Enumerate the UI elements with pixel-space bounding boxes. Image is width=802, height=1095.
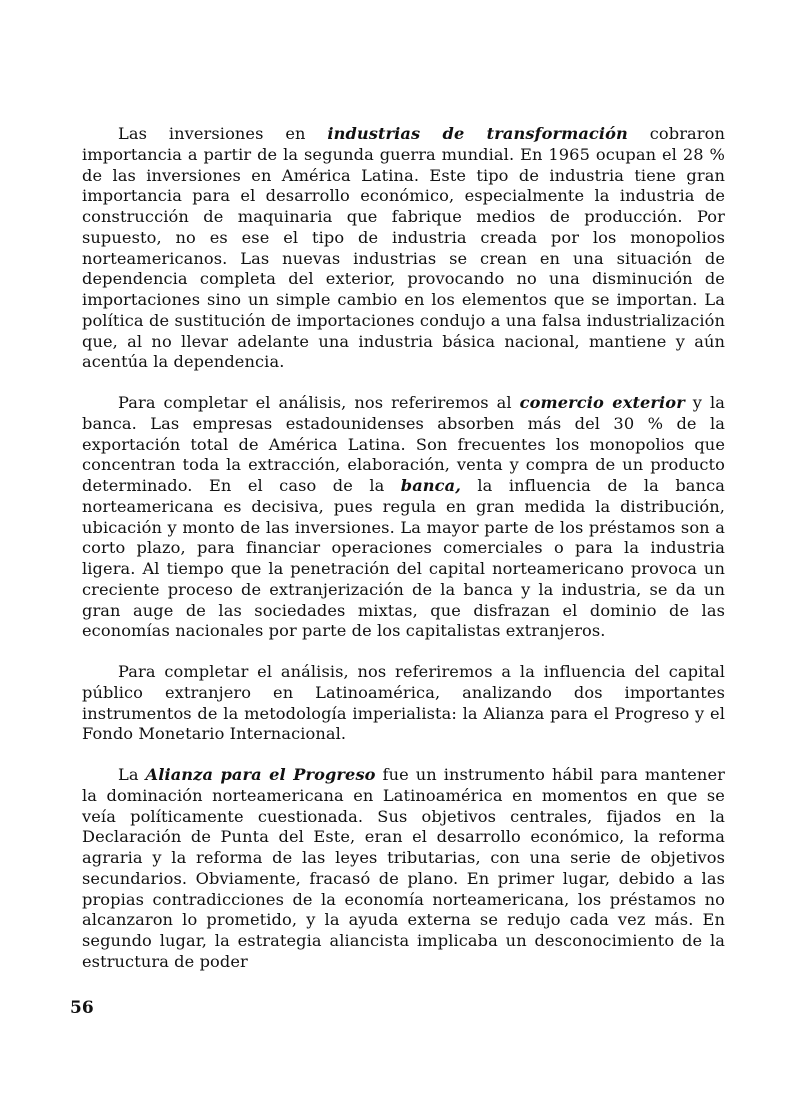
text-segment: y la banca. Las empresas estadounidenses absorben más del 30 % de la exportación total de América Latina. Son frecuentes los monopolios que concentran toda la extracción, elaboración, venta y compra de un producto determinado. En el caso de la xyxy=(82,393,726,495)
text-segment: Las inversiones en xyxy=(118,124,328,143)
body-text xyxy=(82,124,725,973)
paragraph-industrias xyxy=(82,124,725,373)
text-segment: la influencia de la banca norteamericana es decisiva, pues regula en gran medida la distribución, ubicación y monto de las inversiones. La mayor parte de los préstamos son a corto plazo, para financiar operaciones comerciales o para la industria ligera. Al tiempo que la penetración del capital norteamericano provoca un creciente proceso de extranjerización de la banca y la industria, se da un gran auge de las sociedades mixtas, que disfrazan el dominio de las economías nacionales por parte de los capitalistas extranjeros. xyxy=(82,476,725,641)
italic-term: comercio exterior xyxy=(519,393,685,412)
text-segment: cobraron importancia a partir de la segunda guerra mundial. En 1965 ocupan el 28 % de las inversiones en América Latina. Este tipo de industria tiene gran importancia para el desarrollo económico, especialmente la industria de construcción de maquinaria que fabrique medios de producción. Por supuesto, no es ese el tipo de industria creada por los monopolios norteamericanos. Las nuevas industrias se crean en una situación de dependencia completa del exterior, provocando no una disminución de importaciones sino un simple cambio en los elementos que se importan. La política de sustitución de importaciones condujo a una falsa industrialización que, al no llevar adelante una industria básica nacional, mantiene y aún acentúa la dependencia. xyxy=(82,124,725,372)
page-number: 56 xyxy=(70,998,94,1018)
text-segment: Para completar el análisis, nos referiremos al xyxy=(118,393,520,412)
text-segment: La xyxy=(118,765,146,784)
text-segment: fue un instrumento hábil para mantener la dominación norteamericana en Latinoamérica en momentos en que se veía políticamente cuestionada. Sus objetivos centrales, fijados en la Declaración de Punta del Este, eran el desarrollo económico, la reforma agraria y la reforma de las leyes tributarias, con una serie de objetivos secundarios. Obviamente, fracasó de plano. En primer lugar, debido a las propias contradicciones de la economía norteamericana, los préstamos no alcanzaron lo prometido, y la ayuda externa se redujo cada vez más. En segundo lugar, la estrategia aliancista implicaba un desconocimiento de la estructura de poder xyxy=(82,765,725,971)
paragraph-comercio-banca xyxy=(82,393,725,642)
paragraph-capital-publico xyxy=(82,662,725,745)
italic-term: banca, xyxy=(400,476,461,495)
italic-term: industrias de transformación xyxy=(327,124,628,143)
text-segment: Para completar el análisis, nos referiremos a la influencia del capital público extranjero en Latinoamérica, analizando dos importantes instrumentos de la metodología imperialista: la Alianza para el Progreso y el Fondo Monetario Internacional. xyxy=(82,662,725,744)
italic-term: Alianza para el Progreso xyxy=(145,765,376,784)
paragraph-alianza xyxy=(82,765,725,973)
